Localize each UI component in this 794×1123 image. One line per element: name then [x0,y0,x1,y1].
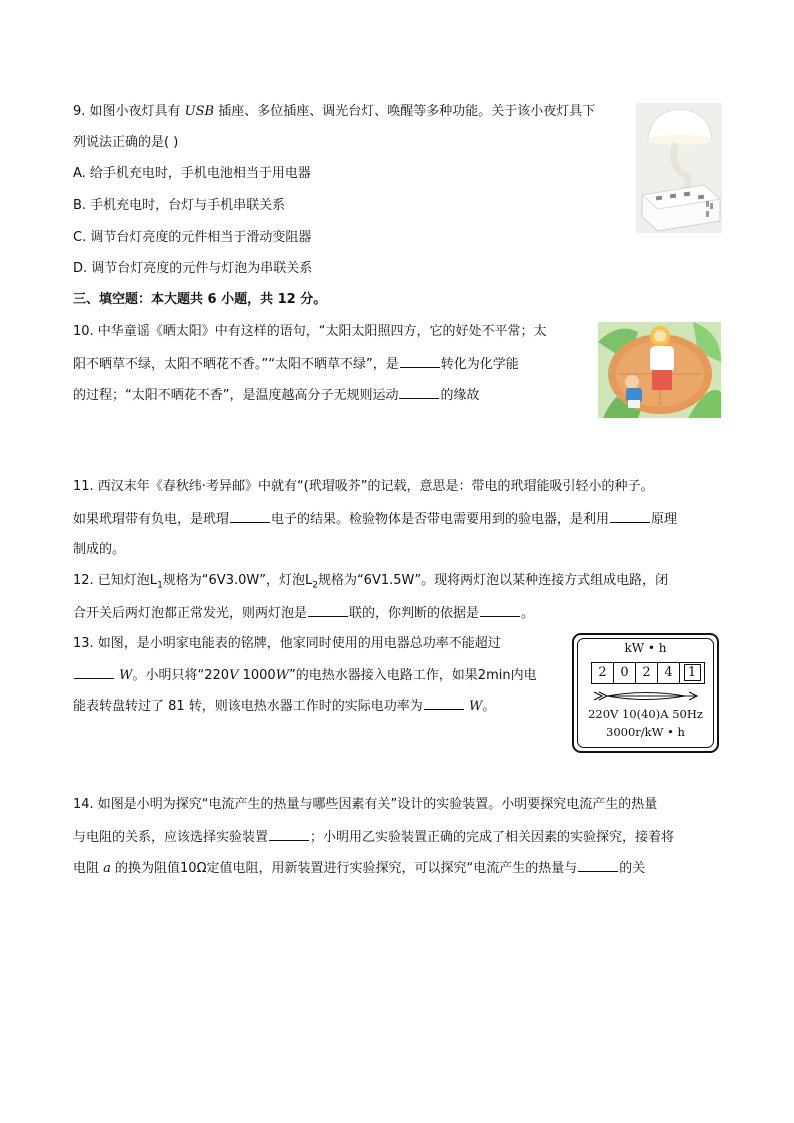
q13-blank-1[interactable] [74,664,114,679]
meter-revolutions-text: 3000r/kW • h [606,725,685,739]
q10-line1: 10. 中华童谣《晒太阳》中有这样的语句，“太阳太阳照四方，它的好处不平常；太 [73,324,547,339]
q11-blank-1[interactable] [230,508,270,523]
meter-digit: 2 [636,663,658,683]
meter-rating-text: 220V 10(40)A 50Hz [588,707,703,721]
meter-digit-decimal: 1 [680,663,704,683]
q9-option-b: B. 手机充电时，台灯与手机串联关系 [73,198,286,213]
night-lamp-image [636,103,722,233]
q14-line2: 与电阻的关系，应该选择实验装置 ；小明用乙实验装置正确的完成了相关因素的实验探究，接着将 [73,826,674,848]
meter-digit: 0 [614,663,636,683]
q13-line3: 能表转盘转过了 81 转，则该电热水器工作时的实际电功率为 W。 [73,695,495,717]
meter-digit: 4 [658,663,680,683]
q14-blank-1[interactable] [269,826,309,841]
q13-line1: 13. 如图，是小明家电能表的铭牌，他家同时使用的用电器总功率不能超过 [73,636,501,651]
meter-digit: 2 [592,663,614,683]
q10-blank-1[interactable] [400,353,440,368]
q11-blank-2[interactable] [610,508,650,523]
meter-digit-display [591,662,705,684]
q13-line2: W。小明只将“220V 1000W”的电热水器接入电路工作，如果2min内电 [73,664,537,686]
q12-blank-1[interactable] [308,602,348,617]
q14-line1: 14. 如图是小明为探究“电流产生的热量与哪些因素有关”设计的实验装置。小明要探究电流产生的热量 [73,797,658,812]
q10-line3: 的过程；“太阳不晒花不香”，是温度越高分子无规则运动 的缘故 [73,384,480,406]
q14-blank-2[interactable] [578,857,618,872]
q10-blank-2[interactable] [399,384,439,399]
q10-line2: 阳不晒草不绿，太阳不晒花不香。”“太阳不晒草不绿”，是 转化为化学能 [73,353,519,375]
meter-unit-label: kW • h [624,641,667,655]
night-lamp-illustration [636,103,722,233]
sunbathing-children-image [598,322,721,418]
q13-blank-2[interactable] [424,695,464,710]
q11-line2: 如果玳瑁带有负电，是玳瑁 电子的结果。检验物体是否带电需要用到的验电器，是利用 原理 [73,508,677,530]
q9-option-a: A. 给手机充电时，手机电池相当于用电器 [73,166,311,181]
q9-stem-line1: 9. 如图小夜灯具有 USB 插座、多位插座、调光台灯、唤醒等多种功能。关于该小夜灯具下 [73,104,596,119]
q11-line3: 制成的。 [73,542,126,557]
q12-line2: 合开关后两灯泡都正常发光，则两灯泡是 联的，你判断的依据是 。 [73,602,534,624]
q11-line1: 11. 西汉末年《春秋纬·考异邮》中就有“(玳瑁吸芥”的记载，意思是：带电的玳瑁能吸引轻小的种子。 [73,479,654,494]
q14-line3: 电阻 a 的换为阻值10Ω定值电阻，用新装置进行实验探究，可以探究“电流产生的热量与 的关 [73,857,645,879]
q9-option-c: C. 调节台灯亮度的元件相当于滑动变阻器 [73,230,312,245]
meter-disc-arrow-icon [592,689,700,703]
q9-option-d: D. 调节台灯亮度的元件与灯泡为串联关系 [73,261,313,276]
q12-line1: 12. 已知灯泡$L_1$规格为“6V3.0W”，灯泡$L_2$规格为“6V1.5W”。现将两灯泡以某种连接方式组成电路，闭 [73,573,669,591]
q12-blank-2[interactable] [480,602,520,617]
section3-heading: 三、填空题：本大题共 6 小题，共 12 分。 [73,292,327,307]
sunbathing-illustration [598,322,721,418]
q9-stem-line2: 列说法正确的是( ) [73,135,179,150]
energy-meter-nameplate [572,633,719,753]
